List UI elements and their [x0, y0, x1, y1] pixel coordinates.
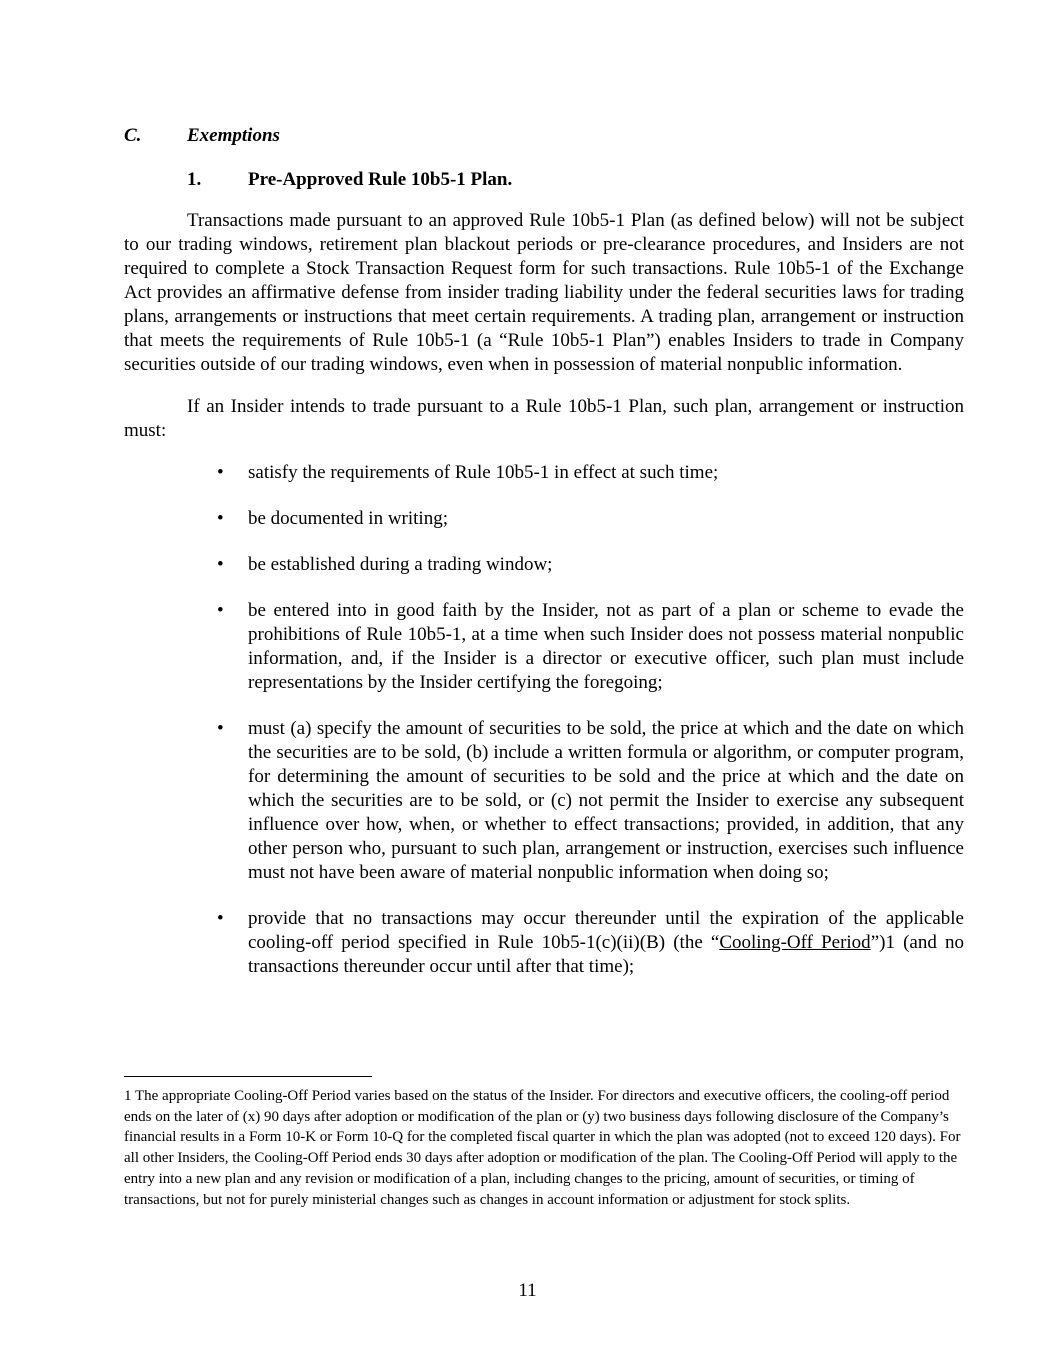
section-number: C. [124, 125, 142, 146]
paragraph-requirements: If an Insider intends to trade pursuant to a Rule 10b5-1 Plan, such plan, arrangement or instruction must: [124, 396, 964, 441]
list-item-text: satisfy the requirements of Rule 10b5-1 in effect at such time; [248, 462, 719, 483]
list-item [124, 553, 964, 577]
main-content [124, 123, 964, 1001]
subsection-title: Pre-Approved Rule 10b5-1 Plan. [248, 169, 513, 190]
list-item [124, 461, 964, 485]
list-item [124, 907, 964, 979]
list-item-text: must (a) specify the amount of securities to be sold, the price at which and the date on which the securities are to be sold, (b) include a written formula or algorithm, or computer program, for determining the amount of securities to be sold and the price at which and the date on which the securities are to be sold, or (c) not permit the Insider to exercise any subsequent influence over how, when, or whether to effect transactions; provided, in addition, that any other person who, pursuant to such plan, arrangement or instruction, exercises such influence must not have been aware of material nonpublic information when doing so; [248, 718, 964, 883]
bullet-icon: • [217, 462, 224, 483]
cooling-off-period-term: Cooling-Off Period [719, 932, 871, 953]
bullet-icon: • [217, 908, 224, 929]
bullet-icon: • [217, 554, 224, 575]
bullet-icon: • [217, 508, 224, 529]
paragraph-intro: Transactions made pursuant to an approved Rule 10b5-1 Plan (as defined below) will not be subject to our trading windows, retirement plan blackout periods or pre-clearance procedures, and Insiders are not required to complete a Stock Transaction Request form for such transactions. Rule 10b5-1 of the Exchange Act provides an affirmative defense from insider trading liability under the federal securities laws for trading plans, arrangements or instructions that meet certain requirements. A trading plan, arrangement or instruction that meets the requirements of Rule 10b5-1 (a “Rule 10b5-1 Plan”) enables Insiders to trade in Company securities outside of our trading windows, even when in possession of material nonpublic information. [124, 210, 964, 375]
page-number: 11 [518, 1280, 537, 1301]
list-item-text-after: ”)1 (and no transactions thereunder occur until after that time); [248, 932, 964, 977]
subsection-number: 1. [187, 169, 202, 190]
list-item-text: be established during a trading window; [248, 554, 553, 575]
requirements-list [124, 461, 964, 979]
list-item-text: be documented in writing; [248, 508, 448, 529]
bullet-icon: • [217, 600, 224, 621]
footnote: 1 The appropriate Cooling-Off Period varies based on the status of the Insider. For directors and executive officers, the cooling-off period ends on the later of (x) 90 days after adoption or modification of the plan or (y) two business days following disclosure of the Company’s financial results in a Form 10-K or Form 10-Q for the completed fiscal quarter in which the plan was adopted (not to exceed 120 days). For all other Insiders, the Cooling-Off Period ends 30 days after adoption or modification of the plan. The Cooling-Off Period will apply to the entry into a new plan and any revision or modification of a plan, including changes to the pricing, amount of securities, or timing of transactions, but not for purely ministerial changes such as changes in account information or adjustment for stock splits. [124, 1088, 961, 1208]
list-item-text-before: provide that no transactions may occur thereunder until the expiration of the applicable cooling-off period specified in Rule 10b5-1(c)(ii)(B) (the “ [248, 908, 964, 953]
list-item [124, 507, 964, 531]
footnote-divider [124, 1076, 372, 1077]
section-title: Exemptions [187, 125, 280, 146]
list-item [124, 717, 964, 885]
subsection-heading [187, 167, 964, 193]
bullet-icon: • [217, 718, 224, 739]
list-item-text: be entered into in good faith by the Insider, not as part of a plan or scheme to evade the prohibitions of Rule 10b5-1, at a time when such Insider does not possess material nonpublic information, and, if the Insider is a director or executive officer, such plan must include representations by the Insider certifying the foregoing; [248, 600, 964, 693]
list-item [124, 599, 964, 695]
section-heading [124, 123, 964, 149]
